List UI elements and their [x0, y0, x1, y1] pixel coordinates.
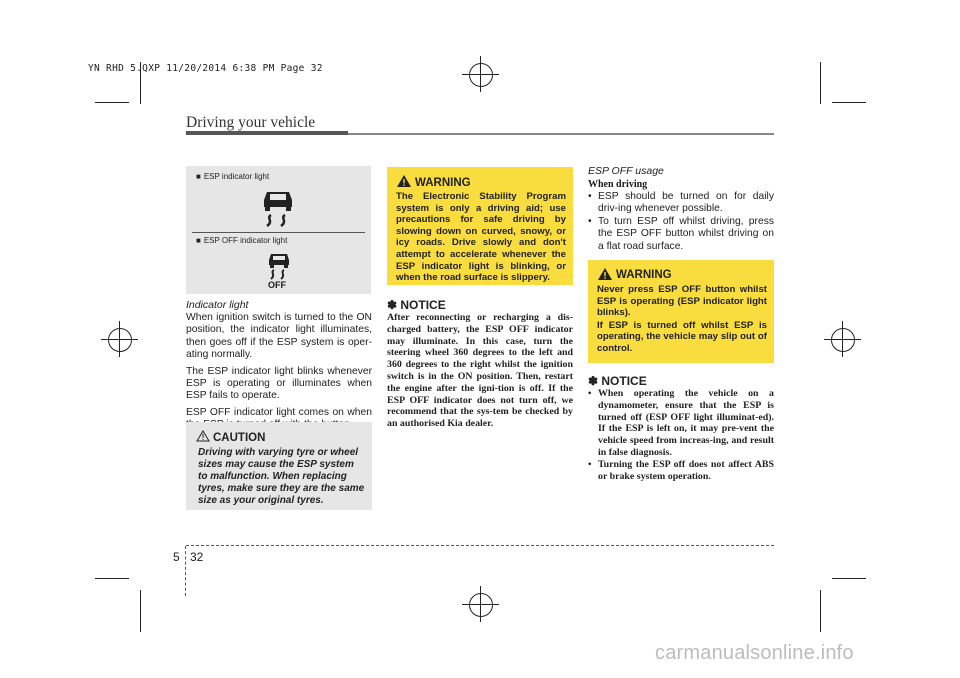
- warning-text: The Electronic Stability Program system is only a driving aid; use precautions for safe driving by slowing down on curved, snowy, or icy roads. Drive slowly and don't attempt to accelerate whenever the ESP indicator light is blinking, or when the road surface is slippery.: [396, 191, 566, 284]
- indicator-panel: ■ ESP indicator light ■ ESP OFF indicator light OFF: [186, 166, 371, 294]
- warning-triangle-icon: [396, 174, 412, 188]
- car-skid-icon: [265, 251, 293, 281]
- notice-cross-icon: ✽: [588, 374, 602, 388]
- warning-box: [588, 260, 774, 363]
- caution-text: Driving with varying tyre or wheel sizes may cause the ESP system to malfunction. When replacing tyres, make sure they are the same size as your original tyres.: [198, 447, 365, 506]
- list-item: • Turning the ESP off does not affect ABS or brake system operation.: [588, 459, 774, 483]
- chapter-number: 5: [173, 550, 180, 564]
- esp-off-indicator-label: ESP OFF indicator light: [203, 236, 288, 245]
- section-title: Driving your vehicle: [186, 114, 316, 131]
- warning-box: [387, 167, 573, 285]
- esp-indicator-label: ESP indicator light: [203, 172, 270, 181]
- paragraph: The ESP indicator light blinks whenever ESP is operating or illuminates when ESP fails to operate.: [186, 365, 372, 402]
- header-rule: [348, 133, 774, 135]
- watermark: carmanualsonline.info: [655, 642, 854, 664]
- warning-triangle-icon: [597, 267, 613, 281]
- caution-title: CAUTION: [213, 432, 266, 444]
- notice-cross-icon: ✽: [387, 298, 401, 312]
- paragraph: When ignition switch is turned to the ON position, the indicator light illuminates, then goes off if the ESP system is oper-ating normally.: [186, 312, 372, 361]
- warning-title: WARNING: [415, 177, 471, 189]
- indicator-light-heading: Indicator light: [186, 299, 249, 311]
- list-item: • When operating the vehicle on a dynamometer, ensure that the ESP is turned off (ESP OFF light illuminat-ed). If the ESP is left on, it may pre-vent the vehicle speed from increas-ing, and result in false diagnosis.: [588, 388, 774, 459]
- when-driving-subheading: When driving: [588, 179, 648, 190]
- caution-box: [186, 422, 372, 510]
- esp-off-usage-heading: ESP OFF usage: [588, 165, 664, 177]
- page-number: 32: [190, 550, 204, 564]
- warning-triangle-icon: [196, 430, 210, 442]
- paragraph: ESP OFF indicator light comes on when: [186, 406, 372, 418]
- notice-title: ✽ NOTICE: [588, 374, 647, 388]
- warning-text: If ESP is turned off whilst ESP is operating, the vehicle may slip out of control.: [597, 319, 767, 354]
- header-bar: [186, 131, 348, 135]
- warning-title: WARNING: [616, 269, 672, 281]
- list-item: • ESP should be turned on for daily driv-ing whenever possible.: [588, 191, 774, 216]
- footer-divider: [185, 546, 186, 596]
- list-item: • To turn ESP off whilst driving, press the ESP OFF button whilst driving on a flat road surface.: [588, 216, 774, 253]
- notice-text: After reconnecting or recharging a dis-charged battery, the ESP OFF indicator may illuminate. In this case, turn the steering wheel 360 degrees to the left and 360 degrees to the right whilst the ignition switch is in the ON position. Then, restart the engine after the igni-tion is off. If the ESP OFF indicator does not turn off, we recommend that the sys-tem be checked by an authorised Kia dealer.: [387, 312, 573, 430]
- footer-rule: [186, 545, 774, 546]
- warning-text: Never press ESP OFF button whilst ESP is operating (ESP indicator light blinks).: [597, 284, 767, 319]
- off-label: OFF: [268, 280, 286, 290]
- notice-title: ✽ NOTICE: [387, 298, 446, 312]
- car-skid-icon: [259, 186, 297, 230]
- print-slug: YN RHD 5.QXP 11/20/2014 6:38 PM Page 32: [88, 63, 323, 74]
